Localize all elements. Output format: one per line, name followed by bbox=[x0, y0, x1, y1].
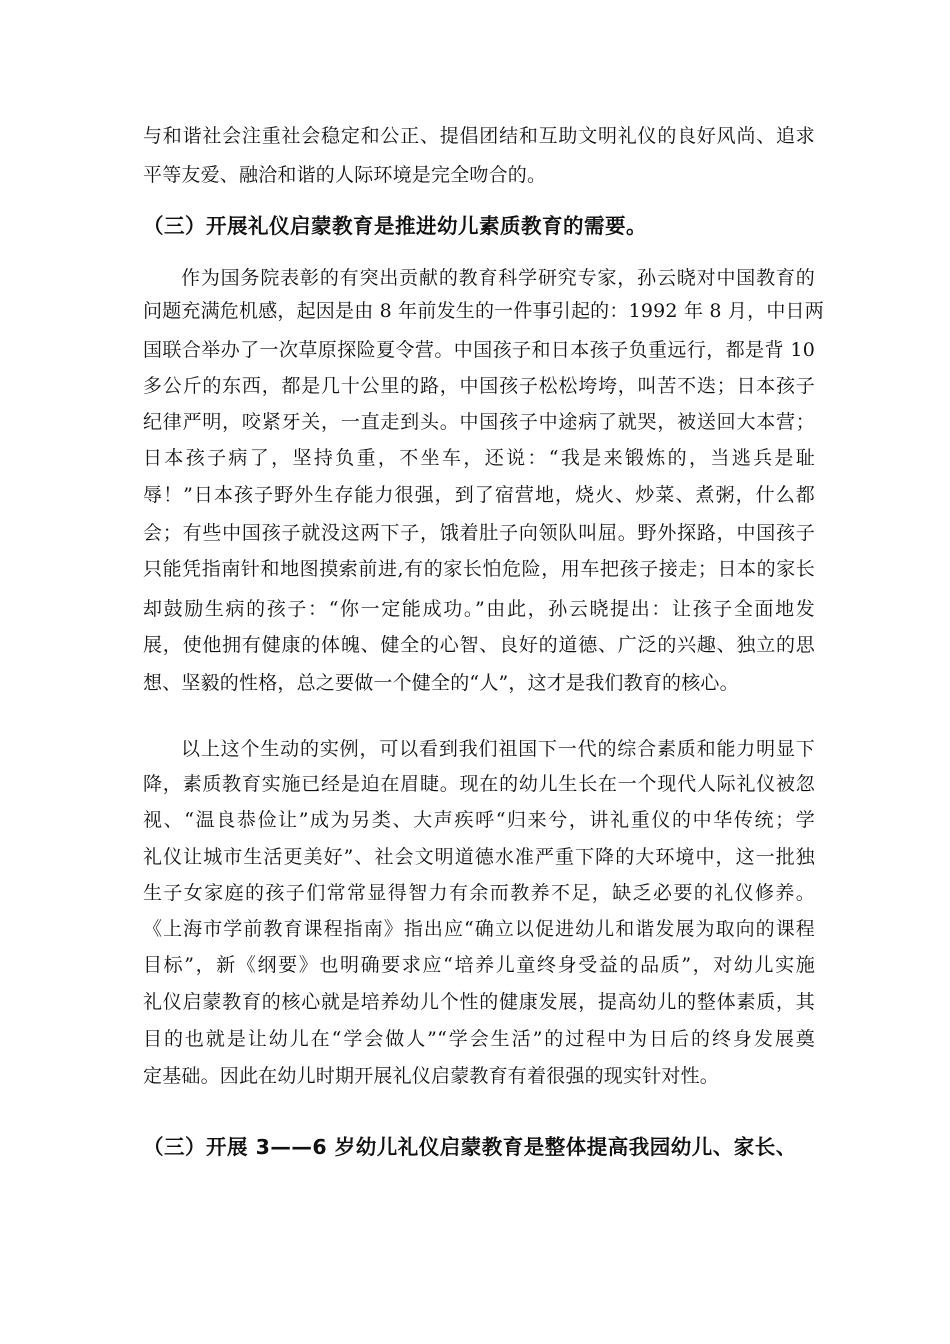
paragraph-2-line: 目标”，新《纲要》也明确要求应“培养儿童终身受益的品质”，对幼儿实施 bbox=[143, 954, 815, 976]
paragraph-2-line: 以上这个生动的实例，可以看到我们祖国下一代的综合素质和能力明显下 bbox=[181, 738, 815, 760]
paragraph-1-line: 只能凭指南针和地图摸索前进,有的家长怕危险，用车把孩子接走；日本的家长 bbox=[143, 558, 815, 580]
section-heading: （三）开展礼仪启蒙教育是推进幼儿素质教育的需要。 bbox=[143, 214, 647, 238]
paragraph-2-line: 礼仪让城市生活更美好”、社会文明道德水准严重下降的大环境中，这一批独 bbox=[143, 846, 815, 868]
paragraph-1-line: 国联合举办了一次草原探险夏令营。中国孩子和日本孩子负重远行，都是背 10 bbox=[143, 339, 815, 361]
paragraph-1-line: 问题充满危机感，起因是由 8 年前发生的一件事引起的：1992 年 8 月，中日两 bbox=[143, 300, 824, 322]
paragraph-1-line: 纪律严明，咬紧牙关，一直走到头。中国孩子中途病了就哭，被送回大本营； bbox=[143, 411, 815, 433]
paragraph-2-line: 定基础。因此在幼儿时期开展礼仪启蒙教育有着很强的现实针对性。 bbox=[143, 1065, 720, 1087]
paragraph-2-line: 降，素质教育实施已经是迫在眉睫。现在的幼儿生长在一个现代人际礼仪被忽 bbox=[143, 773, 815, 795]
section-heading: （三）开展 3——6 岁幼儿礼仪启蒙教育是整体提高我园幼儿、家长、 bbox=[143, 1135, 797, 1159]
paragraph-1-line: 日本孩子病了，坚持负重，不坐车，还说：“我是来锻炼的，当逃兵是耻 bbox=[143, 447, 815, 469]
paragraph-1-line: 却鼓励生病的孩子：“你一定能成功。”由此，孙云晓提出：让孩子全面地发 bbox=[143, 598, 815, 620]
paragraph-1-line: 想、坚毅的性格，总之要做一个健全的“人”，这才是我们教育的核心。 bbox=[143, 672, 739, 694]
paragraph-2-line: 视、“温良恭俭让”成为另类、大声疾呼“归来兮，讲礼重仪的中华传统；学 bbox=[143, 809, 815, 831]
paragraph-1-line: 展，使他拥有健康的体魄、健全的心智、良好的道德、广泛的兴趣、独立的思 bbox=[143, 634, 815, 656]
paragraph-1-line: 多公斤的东西，都是几十公里的路，中国孩子松松垮垮，叫苦不迭；日本孩子 bbox=[143, 375, 815, 397]
paragraph-1-line: 辱！”日本孩子野外生存能力很强，到了宿营地，烧火、炒菜、煮粥，什么都 bbox=[143, 484, 815, 506]
paragraph-2-line: 礼仪启蒙教育的核心就是培养幼儿个性的健康发展，提高幼儿的整体素质，其 bbox=[143, 991, 815, 1013]
paragraph-top-line: 与和谐社会注重社会稳定和公正、提倡团结和互助文明礼仪的良好风尚、追求 bbox=[143, 125, 815, 147]
paragraph-2-line: 目的也就是让幼儿在“学会做人”“学会生活”的过程中为日后的终身发展奠 bbox=[143, 1028, 815, 1050]
paragraph-2-line: 《上海市学前教育课程指南》指出应“确立以促进幼儿和谐发展为取向的课程 bbox=[143, 918, 815, 940]
paragraph-1-line: 会；有些中国孩子就没这两下子，饿着肚子向领队叫屈。野外探路，中国孩子 bbox=[143, 522, 815, 544]
paragraph-top-line: 平等友爱、融洽和谐的人际环境是完全吻合的。 bbox=[143, 164, 547, 186]
paragraph-1-line: 作为国务院表彰的有突出贡献的教育科学研究专家，孙云晓对中国教育的 bbox=[181, 267, 815, 289]
paragraph-2-line: 生子女家庭的孩子们常常显得智力有余而教养不足，缺乏必要的礼仪修养。 bbox=[143, 882, 815, 904]
